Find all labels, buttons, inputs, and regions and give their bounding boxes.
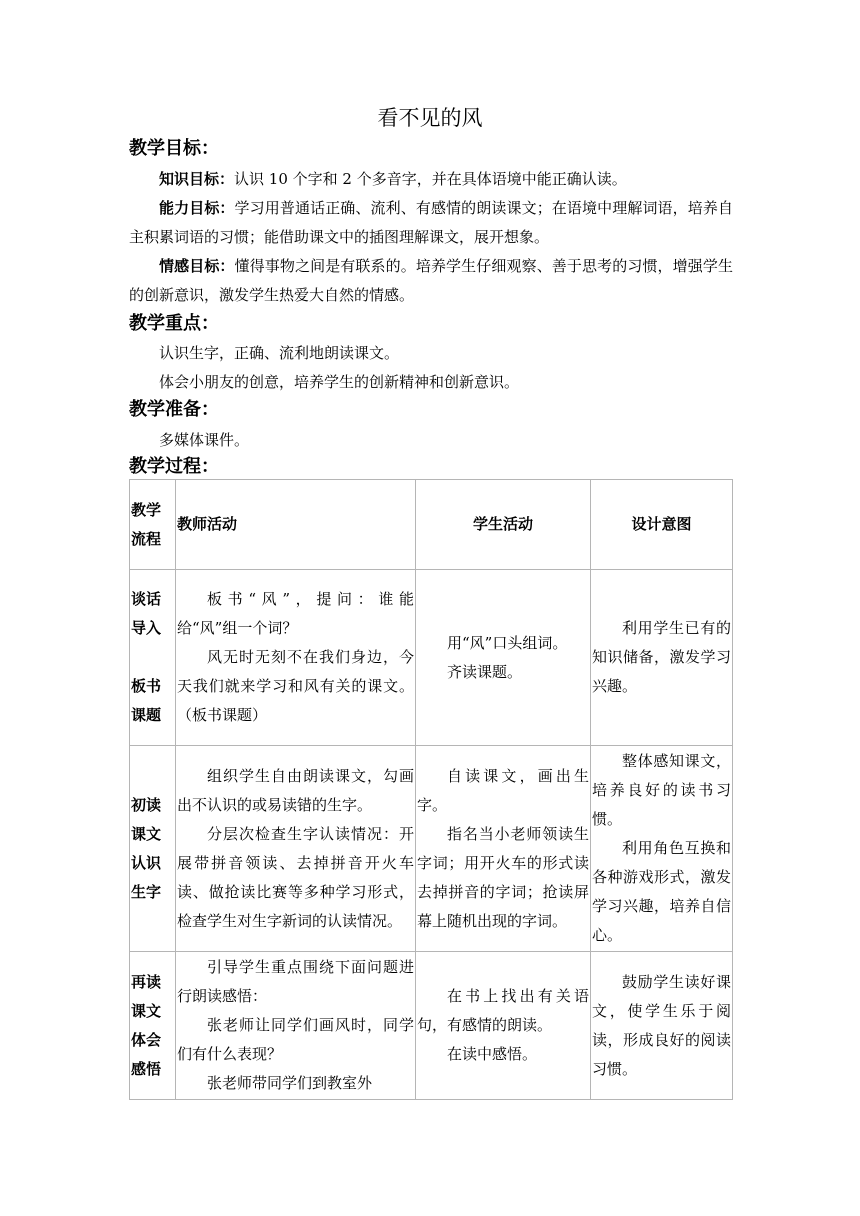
design-intent-text: 利用角色互换和各种游戏形式，激发学习兴趣，培养自信心。 <box>592 839 731 944</box>
column-header-intent: 设计意图 <box>591 480 733 570</box>
design-intent-cell <box>591 746 733 952</box>
teacher-activity-text: 分层次检查生字认读情况：开展带拼音领读、去掉拼音开火车读、做抢读比赛等多种学习形式，检查学生对生字新词的认读情况。 <box>177 824 414 930</box>
teacher-activity-text: 板书“风”，提问：谁能给“风”组一个词？ <box>177 590 414 637</box>
ability-objective <box>129 194 733 252</box>
preparation-heading: 教学准备： <box>129 399 219 420</box>
teacher-activity-cell <box>176 952 416 1100</box>
knowledge-objective-text: 认识 10 个字和 2 个多音字，并在具体语境中能正确认读。 <box>234 170 627 188</box>
table-row <box>130 952 733 1100</box>
column-header-stage: 教学流程 <box>130 480 176 570</box>
knowledge-objective <box>129 165 733 194</box>
student-activity-text: 指名当小老师领读生字词；用开火车的形式读去掉拼音的字词；抢读屏幕上随机出现的字词。 <box>417 824 589 930</box>
emotion-objective <box>129 252 733 310</box>
document-title: 看不见的风 <box>377 106 483 130</box>
table-row <box>130 746 733 952</box>
emotion-objective-text: 懂得事物之间是有联系的。培养学生仔细观察、善于思考的习惯，增强学生的创新意识，激发学生热爱大自然的情感。 <box>129 257 733 304</box>
teacher-activity-text: 组织学生自由朗读课文，勾画出不认识的或易读错的生字。 <box>177 766 414 814</box>
stage-label: 板书课题 <box>131 677 162 724</box>
teacher-activity-text: 引导学生重点围绕下面问题进行朗读感悟： <box>177 958 414 1005</box>
teacher-activity-cell <box>176 746 416 952</box>
teacher-activity-cell <box>176 570 416 746</box>
column-header-student: 学生活动 <box>416 480 591 570</box>
teacher-activity-text: 张老师带同学们到教室外 <box>207 1074 373 1092</box>
student-activity-text: 在书上找出有关语句，有感情的朗读。 <box>417 987 589 1034</box>
objectives-heading: 教学目标： <box>129 138 219 159</box>
key-point-item: 体会小朋友的创意，培养学生的创新精神和创新意识。 <box>159 373 520 391</box>
teacher-activity-text: 张老师让同学们画风时，同学们有什么表现？ <box>177 1016 414 1063</box>
student-activity-cell <box>416 952 591 1100</box>
teacher-activity-text: 风无时无刻不在我们身边，今天我们就来学习和风有关的课文。（板书课题） <box>177 648 414 724</box>
design-intent-cell <box>591 570 733 746</box>
stage-label: 初读课文认识生字 <box>131 795 162 901</box>
stage-cell <box>130 746 176 952</box>
table-row <box>130 570 733 746</box>
design-intent-text: 鼓励学生读好课文，使学生乐于阅读，形成良好的阅读习惯。 <box>592 972 731 1078</box>
emotion-objective-label: 情感目标： <box>159 257 235 275</box>
ability-objective-text: 学习用普通话正确、流利、有感情的朗读课文；在语境中理解词语，培养自主积累词语的习惯；能借助课文中的插图理解课文，展开想象。 <box>129 199 733 246</box>
stage-cell <box>130 952 176 1100</box>
knowledge-objective-label: 知识目标： <box>159 170 235 188</box>
student-activity-cell <box>416 746 591 952</box>
student-activity-text: 用“风”口头组词。 <box>447 633 568 652</box>
stage-cell <box>130 570 176 746</box>
student-activity-cell <box>416 570 591 746</box>
process-table <box>129 479 733 1100</box>
key-point-item: 认识生字，正确、流利地朗读课文。 <box>159 344 400 362</box>
student-activity-text: 在读中感悟。 <box>447 1045 538 1063</box>
student-activity-text: 自读课文，画出生字。 <box>417 766 589 814</box>
stage-label: 谈话导入 <box>131 590 162 637</box>
process-heading: 教学过程： <box>129 456 219 477</box>
design-intent-text: 利用学生已有的知识储备，激发学习兴趣。 <box>592 619 731 695</box>
design-intent-cell <box>591 952 733 1100</box>
student-activity-text: 齐读课题。 <box>447 662 523 681</box>
design-intent-text: 整体感知课文，培养良好的读书习惯。 <box>592 752 731 828</box>
table-header-row <box>130 480 733 570</box>
preparation-text: 多媒体课件。 <box>159 431 250 449</box>
ability-objective-label: 能力目标： <box>159 199 235 217</box>
key-points-heading: 教学重点： <box>129 313 219 334</box>
stage-label: 再读课文体会感悟 <box>131 972 162 1078</box>
column-header-teacher: 教师活动 <box>176 480 416 570</box>
